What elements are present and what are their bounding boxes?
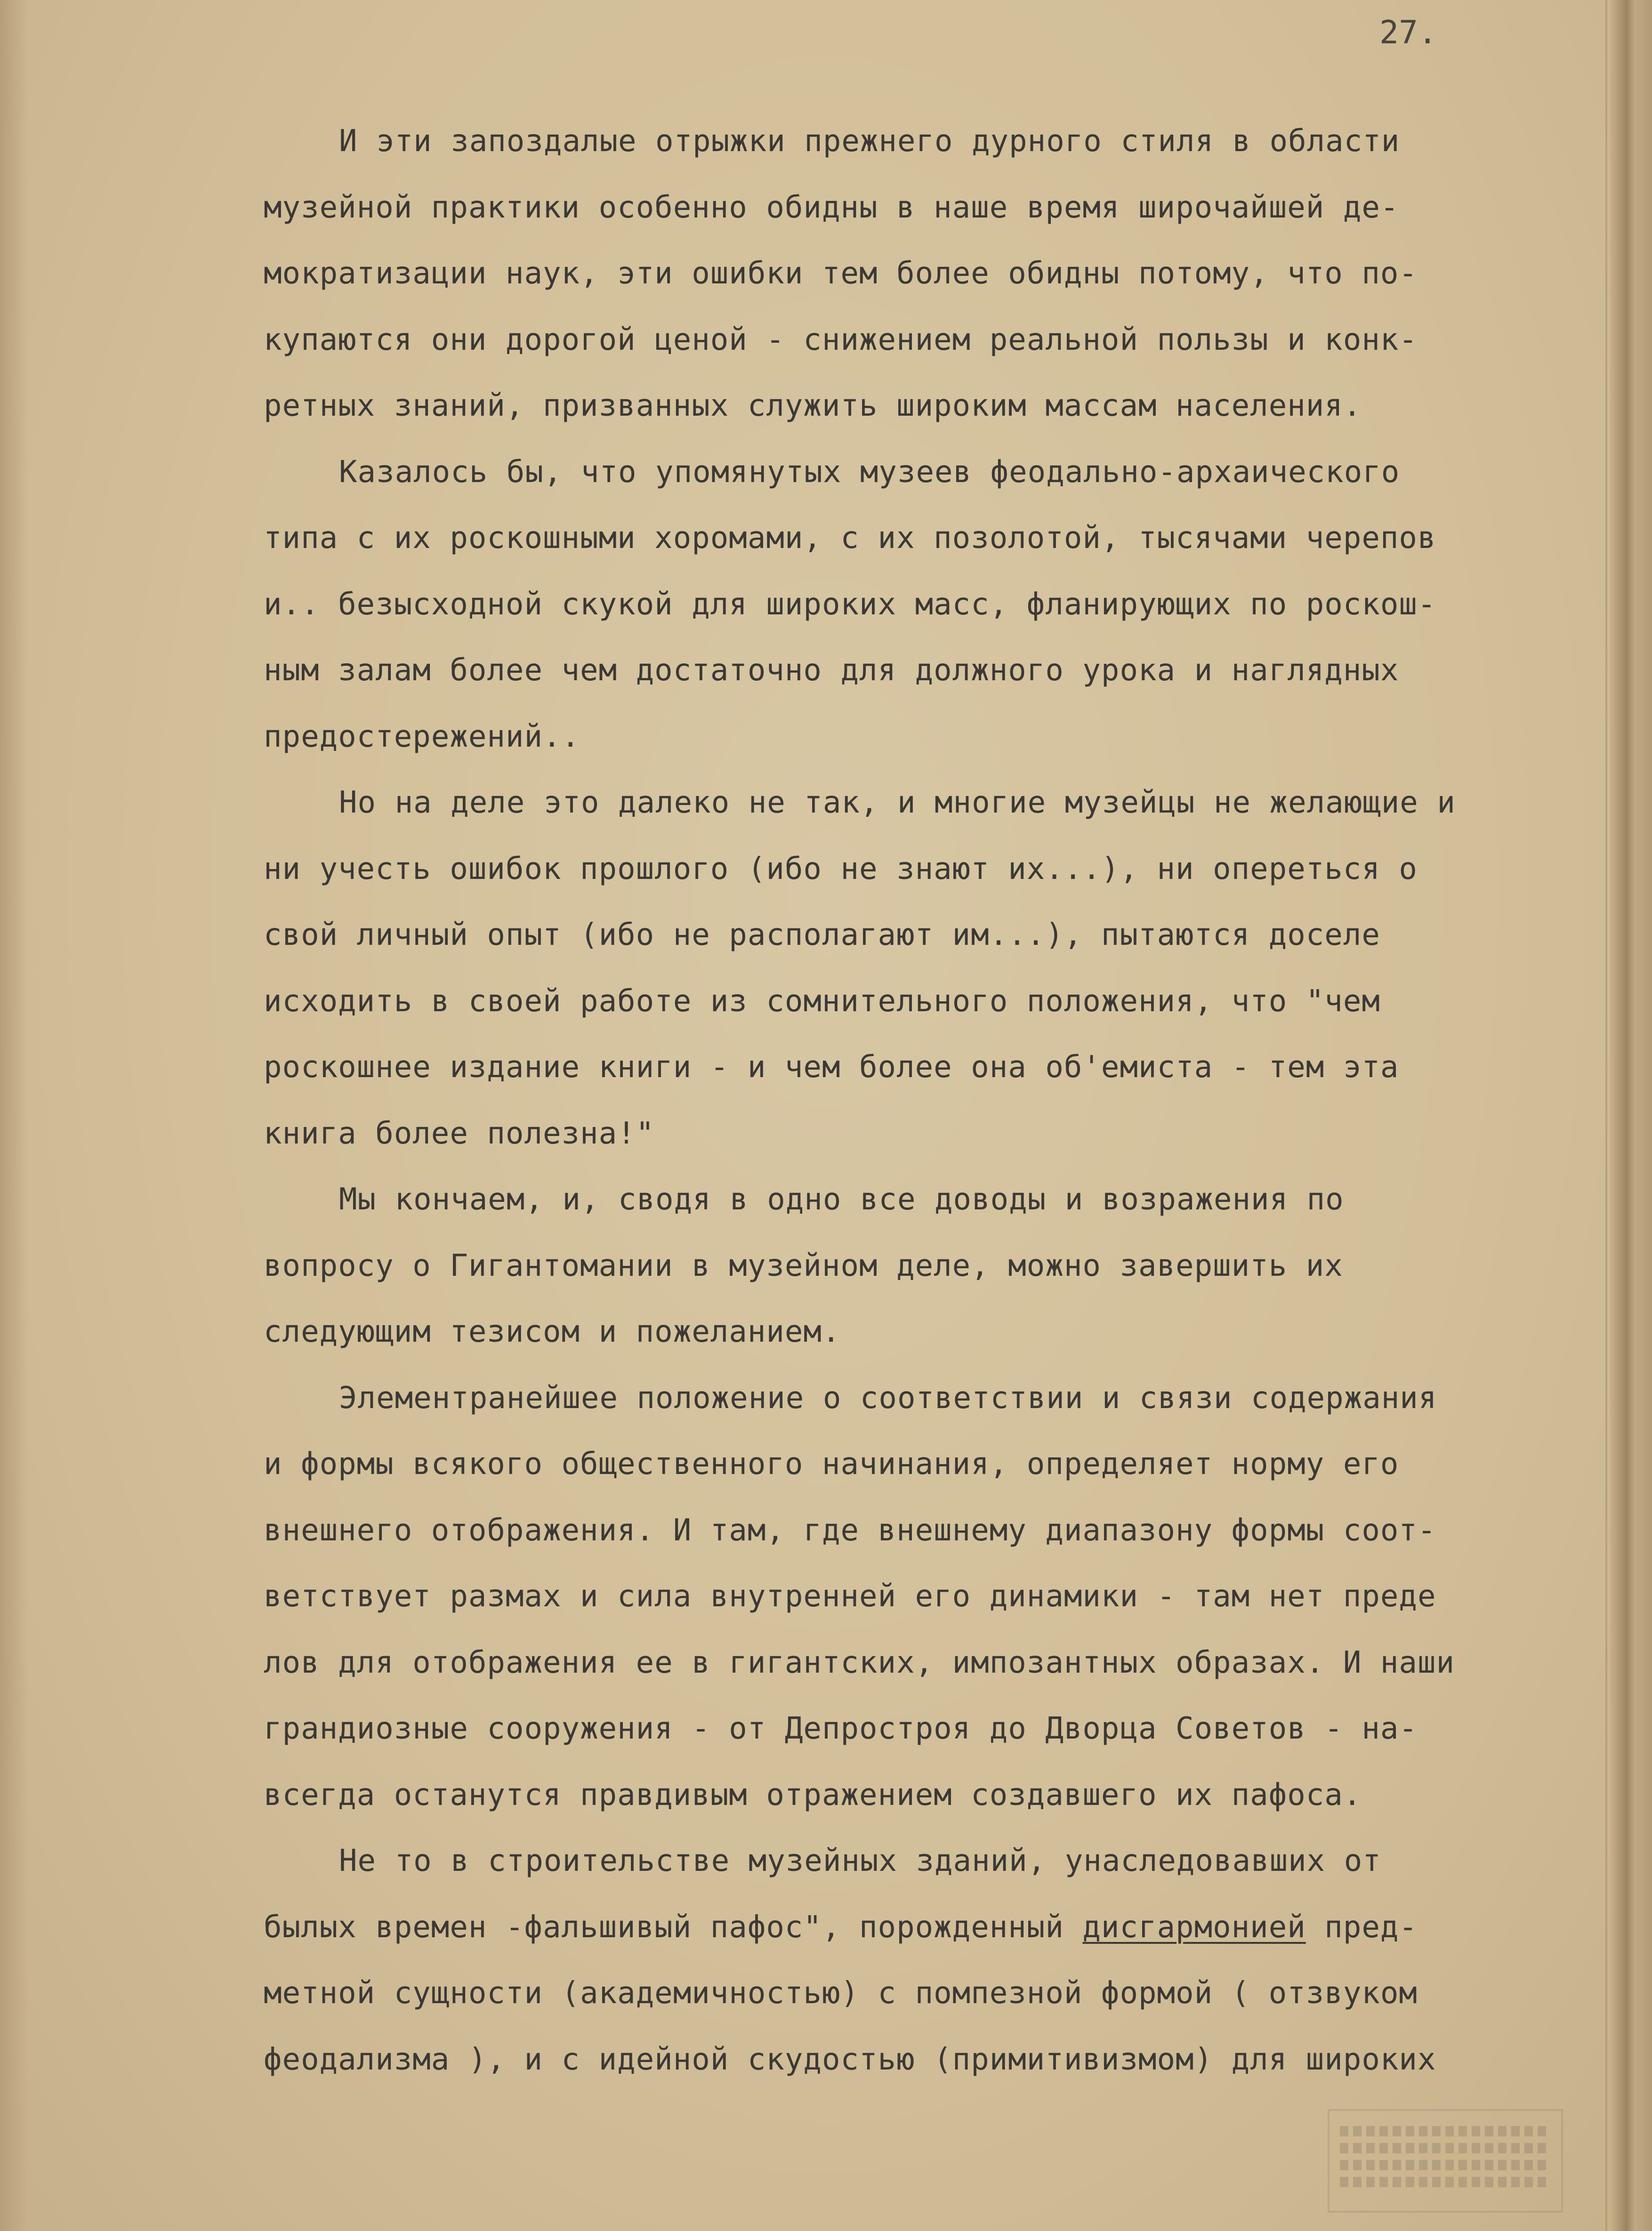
text-line: исходить в своей работе из сомнительного положения, что "чем [264, 983, 1380, 1019]
typed-text [264, 108, 1610, 2093]
text-line: типа с их роскошными хоромами, с их позолотой, тысячами черепов [264, 521, 1436, 556]
text-line-start: былых времен -фальшивый пафос", порожденный [264, 1909, 1064, 1945]
text-line: внешнего отображения. И там, где внешнему диапазону формы соот- [264, 1513, 1436, 1548]
text-line: всегда останутся правдивым отражением создавшего их пафоса. [264, 1777, 1362, 1812]
text-line: купаются они дорогой ценой - снижением реальной пользы и конк- [264, 322, 1418, 357]
text-line: Элементранейшее положение о соответствии и связи содержания [339, 1380, 1437, 1416]
text-line: лов для отображения ее в гигантских, импозантных образах. И наши [264, 1645, 1455, 1680]
text-line: феодализма ), и с идейной скудостью (примитивизмом) для широких [264, 2042, 1436, 2077]
text-line: следующим тезисом и пожеланием. [264, 1314, 841, 1349]
text-line: ни учесть ошибок прошлого (ибо не знают их...), ни опереться о [264, 851, 1418, 886]
text-line: метной сущности (академичностью) с помпезной формой ( отзвуком [264, 1976, 1418, 2011]
text-line: Не то в строительстве музейных зданий, унаследовавших от [339, 1844, 1381, 1878]
text-line: ветствует размах и сила внутренней его динамики - там нет преде [264, 1579, 1436, 1614]
text-line: Но на деле это далеко не так, и многие музейцы не желающие и [339, 785, 1456, 820]
page-number: 27. [1379, 14, 1437, 51]
page-left-edge [0, 0, 28, 2231]
text-line: Казалось бы, что упомянутых музеев феодально-архаического [339, 454, 1400, 490]
text-line: книга более полезна!" [264, 1116, 655, 1151]
text-line [264, 1894, 1610, 1961]
underlined-word: дисгармонией [1082, 1909, 1306, 1945]
archive-stamp [1328, 2109, 1563, 2213]
text-line: Мы кончаем, и, сводя в одно все доводы и возражения по [339, 1182, 1344, 1217]
text-line: мократизации наук, эти ошибки тем более обидны потому, что по- [264, 256, 1418, 291]
text-line: и формы всякого общественного начинания, определяет норму его [264, 1447, 1399, 1482]
text-line: ным залам более чем достаточно для должного урока и наглядных [264, 653, 1399, 688]
text-line: грандиозные сооружения - от Депростроя до Дворца Советов - на- [264, 1711, 1418, 1746]
text-line: И эти запоздалые отрыжки прежнего дурного стиля в области [339, 124, 1400, 159]
text-line-end: пред- [1324, 1909, 1418, 1945]
text-line: и.. безысходной скукой для широких масс, фланирующих по роскош- [264, 587, 1436, 622]
text-line: вопросу о Гигантомании в музейном деле, можно завершить их [264, 1248, 1343, 1283]
text-line: музейной практики особенно обидны в наше время широчайшей де- [264, 190, 1399, 225]
page-right-edge [1610, 0, 1652, 2231]
text-line: роскошнее издание книги - и чем более она об'емиста - тем эта [264, 1050, 1399, 1085]
text-line: предостережений.. [264, 719, 580, 754]
text-line: ретных знаний, призванных служить широким массам населения. [264, 388, 1362, 423]
text-line: свой личный опыт (ибо не располагают им...), пытаются доселе [264, 918, 1380, 952]
